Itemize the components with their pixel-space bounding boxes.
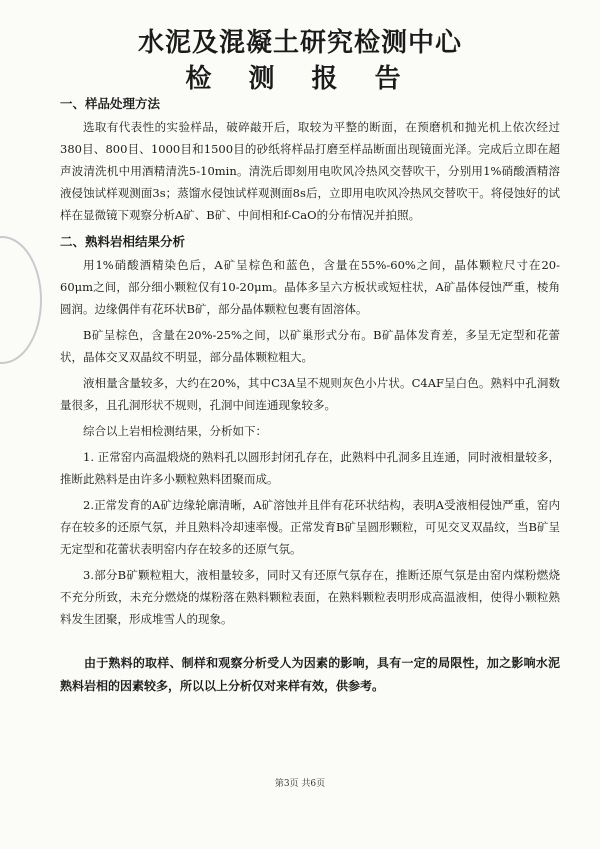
report-title: 水泥及混凝土研究检测中心 (137, 28, 462, 58)
section-heading-petrography-results: 二、熟料岩相结果分析 (60, 234, 186, 249)
paragraph: 液相量含量较多，大约在20%，其中C3A呈不规则灰色小片状。C4AF呈白色。熟料中孔洞数量很多，且孔洞形状不规则，孔洞中间连通现象较多。 (60, 376, 560, 412)
paragraph: 2.正常发育的A矿边缘轮廓清晰，A矿溶蚀并且伴有花环状结构，表明A受液相侵蚀严重，窑内存在较多的还原气氛，并且熟料冷却速率慢。正常发育B矿呈圆形颗粒，可见交叉双晶纹，当B矿呈无定型和花蕾状表明窑内存在较多的还原气氛。 (60, 498, 560, 556)
paragraph: 1. 正常窑内高温煅烧的熟料孔以圆形封闭孔存在，此熟料中孔洞多且连通，同时液相量较多，推断此熟料是由许多小颗粒熟料团聚而成。 (60, 450, 560, 486)
paragraph: B矿呈棕色，含量在20%-25%之间，以矿巢形式分布。B矿晶体发育差，多呈无定型和花蕾状，晶体交叉双晶纹不明显，部分晶体颗粒粗大。 (60, 328, 560, 364)
paragraph: 3.部分B矿颗粒粗大，液相量较多，同时又有还原气氛存在，推断还原气氛是由窑内煤粉燃烧不充分所致，未充分燃烧的煤粉落在熟料颗粒表面，在熟料颗粒表明形成高温液相，使得小颗粒熟料发生团聚，形成堆雪人的现象。 (60, 568, 560, 626)
report-body (60, 92, 560, 698)
paragraph: 选取有代表性的实验样品，破碎敲开后，取较为平整的断面，在预磨机和抛光机上依次经过380目、800目、1000目和1500目的砂纸将样品打磨至样品断面出现镜面光泽。完成后立即在超声波清洗机中用酒精清洗5-10min。清洗后即刻用电吹风冷热风交替吹干，分别用1%硝酸酒精溶液侵蚀试样观测面3s；蒸馏水侵蚀试样观测面8s后，立即用电吹风冷热风交替吹干。将侵蚀好的试样在显微镜下观察分析A矿、B矿、中间相和f-CaO的分布情况并拍照。 (60, 120, 560, 222)
page-number: 第3页 共6页 (274, 779, 326, 789)
conclusion-note: 由于熟料的取样、制样和观察分析受人为因素的影响，具有一定的局限性，加之影响水泥熟料岩相的因素较多，所以以上分析仅对来样有效，供参考。 (60, 656, 560, 693)
report-subtitle: 检 测 报 告 (185, 64, 415, 94)
section-heading-sample-processing: 一、样品处理方法 (60, 96, 161, 111)
paragraph: 综合以上岩相检测结果，分析如下： (83, 424, 267, 438)
official-seal (0, 236, 42, 364)
paragraph: 用1%硝酸酒精染色后，A矿呈棕色和蓝色，含量在55%-60%之间，晶体颗粒尺寸在20-60μm之间，部分细小颗粒仅有10-20μm。晶体多呈六方板状或短柱状，A矿晶体侵蚀严重，棱角圆润。边缘偶伴有花环状B矿，部分晶体颗粒包裹有固溶体。 (60, 258, 560, 316)
